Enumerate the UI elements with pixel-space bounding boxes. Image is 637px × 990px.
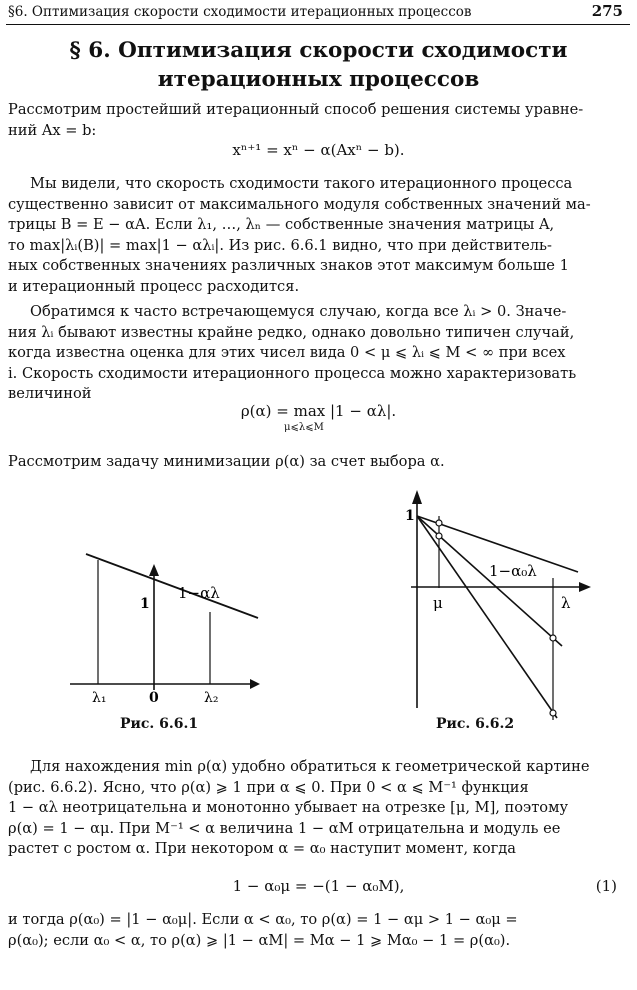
text-line: ных собственных значениях различных знаков этот максимум больше 1 — [8, 257, 569, 275]
text-line: трицы B = E − αA. Если λ₁, …, λₙ — собственные значения матрицы A, — [8, 216, 555, 234]
fig1-line-label: 1−αλ — [178, 584, 220, 602]
text-line: величиной — [8, 385, 92, 403]
page-number: 275 — [591, 2, 623, 20]
fig2-point — [550, 635, 556, 641]
paragraph-intro — [8, 100, 626, 141]
section-title-line-2: итерационных процессов — [157, 67, 480, 92]
fig2-point — [436, 520, 442, 526]
text-line: (рис. 6.6.2). Ясно, что ρ(α) ⩾ 1 при α ⩽ 0. При 0 < α ⩽ M⁻¹ функция — [8, 778, 529, 796]
paragraph-convergence — [8, 174, 626, 298]
fig1-x-axis-arrow — [250, 679, 260, 689]
equation-1: 1 − α₀μ = −(1 − α₀M), — [232, 877, 405, 895]
equation-rho-subscript: μ⩽λ⩽M — [284, 422, 324, 433]
paragraph-minimization — [8, 452, 626, 473]
fig2-x-axis-arrow — [579, 582, 591, 592]
fig2-point — [550, 710, 556, 716]
text-line: Обратимся к часто встречающемуся случаю, когда все λᵢ > 0. Значе- — [30, 303, 567, 320]
running-title: §6. Оптимизация скорости сходимости итерационных процессов — [8, 4, 472, 20]
figure-6-6-2-caption: Рис. 6.6.2 — [436, 716, 515, 732]
text-line: 1 − αλ неотрицательна и монотонно убывает на отрезке [μ, M], поэтому — [8, 799, 569, 817]
fig1-line-1-alpha-lambda — [86, 554, 258, 618]
fig1-x-label-lambda1: λ₁ — [92, 690, 107, 706]
text-line: Рассмотрим задачу минимизации ρ(α) за счет выбора α. — [8, 453, 445, 470]
text-line: когда известна оценка для этих чисел вида 0 < μ ⩽ λᵢ ⩽ M < ∞ при всех — [8, 344, 566, 362]
text-line: Для нахождения min ρ(α) удобно обратиться к геометрической картине — [30, 758, 590, 775]
equation-iteration: xⁿ⁺¹ = xⁿ − α(Axⁿ − b). — [232, 141, 405, 159]
fig2-x-label-mu: μ — [433, 594, 443, 612]
paragraph-conclusion — [8, 910, 626, 951]
text-line: растет с ростом α. При некотором α = α₀ наступит момент, когда — [8, 840, 516, 858]
text-line: ρ(α₀); если α₀ < α, то ρ(α) ⩾ |1 − αM| = Mα − 1 ⩾ Mα₀ − 1 = ρ(α₀). — [8, 931, 511, 949]
section-title-line-1: § 6. Оптимизация скорости сходимости — [69, 38, 568, 63]
figure-6-6-2 — [395, 488, 595, 728]
text-line: и тогда ρ(α₀) = |1 − α₀μ|. Если α < α₀, то ρ(α) = 1 − αμ > 1 − α₀μ = — [8, 911, 518, 928]
figure-6-6-1 — [60, 550, 260, 710]
header-rule — [6, 24, 630, 25]
text-line: ний Ax = b: — [8, 121, 97, 139]
text-line: ния λᵢ бывают известны крайне редко, однако довольно типичен случай, — [8, 323, 575, 341]
figure-6-6-1-caption: Рис. 6.6.1 — [120, 716, 199, 732]
fig2-x-label-lambda: λ — [561, 594, 571, 612]
text-line: Рассмотрим простейший итерационный способ решения системы уравне- — [8, 101, 584, 118]
text-line: ρ(α) = 1 − αμ. При M⁻¹ < α величина 1 − αM отрицательна и модуль ее — [8, 819, 561, 837]
text-line: i. Скорость сходимости итерационного процесса можно характеризовать — [8, 364, 577, 382]
text-line: существенно зависит от максимального модуля собственных значений ма- — [8, 195, 591, 213]
paragraph-positive-case — [8, 302, 626, 405]
fig1-y-label: 1 — [140, 596, 150, 612]
fig2-point — [436, 533, 442, 539]
paragraph-geometric — [8, 757, 626, 860]
fig2-y-label: 1 — [405, 508, 415, 524]
fig1-y-axis-arrow — [149, 564, 159, 576]
text-line: то max|λᵢ(B)| = max|1 − αλᵢ|. Из рис. 6.6.1 видно, что при действитель- — [8, 236, 552, 254]
fig2-y-axis-arrow — [412, 490, 422, 504]
equation-1-number: (1) — [595, 877, 617, 895]
fig1-x-label-zero: 0 — [149, 690, 159, 706]
fig2-line-label: 1−α₀λ — [489, 562, 537, 580]
fig1-x-label-lambda2: λ₂ — [204, 690, 219, 706]
text-line: Мы видели, что скорость сходимости такого итерационного процесса — [30, 175, 573, 192]
equation-rho: ρ(α) = max |1 − αλ|. — [240, 402, 397, 420]
fig2-line-steep — [417, 516, 557, 718]
text-line: и итерационный процесс расходится. — [8, 277, 300, 295]
